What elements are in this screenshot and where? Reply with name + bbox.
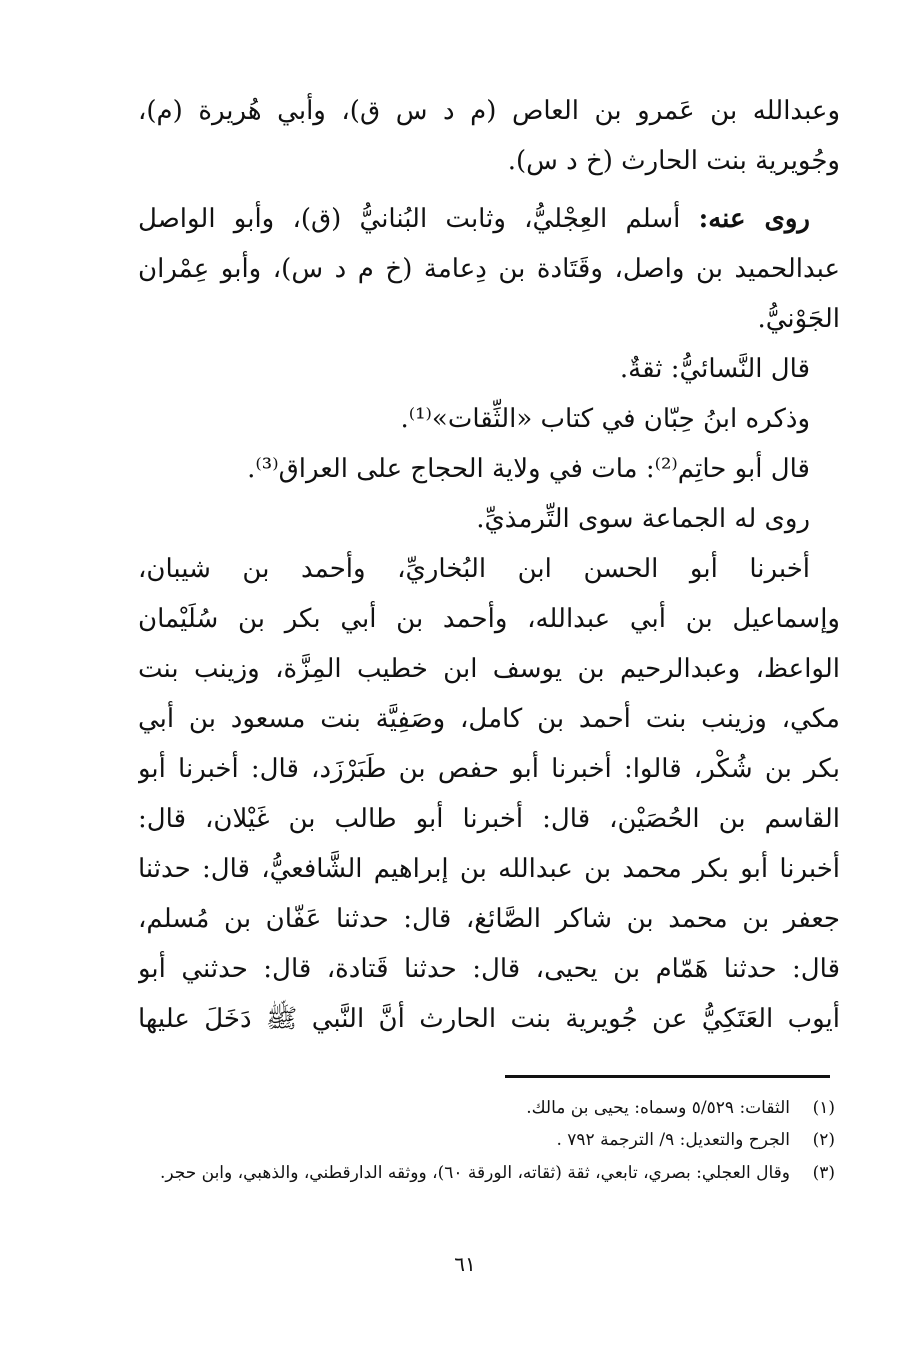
text-line: أخبرنا أبو بكر محمد بن عبدالله بن إبراهيم الشَّافعيُّ، قال: حدثنا <box>138 854 840 884</box>
text-line: روى له الجماعة سوى التِّرمذيِّ. <box>476 504 810 534</box>
section-lead: روى عنه: <box>698 204 810 234</box>
text-line: وإسماعيل بن أبي عبدالله، وأحمد بن أبي بكر بن سُلَيْمان <box>138 604 840 634</box>
text-line: القاسم بن الحُصَيْن، قال: أخبرنا أبو طالب بن غَيْلان، قال: <box>138 804 840 834</box>
footnotes <box>135 1092 835 1189</box>
page-number: ٦١ <box>454 1252 476 1276</box>
footnote-number: (٣) <box>812 1162 835 1183</box>
text-line: وجُويرية بنت الحارث (خ د س). <box>507 146 840 176</box>
text-line: أيوب العَتَكِيُّ عن جُويرية بنت الحارث أنَّ النَّبي ﷺ دَخَلَ عليها <box>138 1004 840 1034</box>
text-line: قال: حدثنا هَمّام بن يحيى، قال: حدثنا قَتادة، قال: حدثني أبو <box>138 954 840 984</box>
footnote-item <box>135 1157 835 1189</box>
text-line: أخبرنا أبو الحسن ابن البُخاريِّ، وأحمد بن شيبان، <box>138 554 810 584</box>
text-line: بكر بن شُكْر، قالوا: أخبرنا أبو حفص بن طَبَرْزَد، قال: أخبرنا أبو <box>138 754 840 784</box>
text-line: جعفر بن محمد بن شاكر الصَّائغ، قال: حدثنا عَفّان بن مُسلم، <box>138 904 840 934</box>
text-line: روى عنه: أسلم العِجْليُّ، وثابت البُنانيُّ (ق)، وأبو الواصل <box>138 204 810 234</box>
footnote-text: الثقات: ٥/٥٢٩ وسماه: يحيى بن مالك. <box>526 1098 790 1118</box>
footnote-item <box>135 1092 835 1124</box>
text-line: الواعظ، وعبدالرحيم بن يوسف ابن خطيب المِزَّة، وزينب بنت <box>138 654 840 684</box>
text-line: وعبدالله بن عَمرو بن العاص (م د س ق)، وأبي هُريرة (م)، <box>138 96 840 126</box>
text-line: قال النَّسائيُّ: ثقةٌ. <box>619 354 810 384</box>
footnote-text: وقال العجلي: بصري، تابعي، ثقة (ثقاته، الورقة ٦٠)، ووثقه الدارقطني، والذهبي، وابن حجر. <box>159 1162 790 1183</box>
text-line: وذكره ابنُ حِبّان في كتاب «الثِّقات»⁽¹⁾. <box>400 404 810 434</box>
footnote-item <box>135 1124 835 1156</box>
text-line: الجَوْنيُّ. <box>757 304 840 334</box>
text-line: قال أبو حاتِم⁽²⁾: مات في ولاية الحجاج على العراق⁽³⁾. <box>247 454 810 484</box>
main-text <box>138 86 840 1044</box>
footnote-number: (٢) <box>812 1130 835 1151</box>
text-line: مكي، وزينب بنت أحمد بن كامل، وصَفِيَّة بنت مسعود بن أبي <box>138 704 840 734</box>
footnote-text: الجرح والتعديل: ٩/ الترجمة ٧٩٢ . <box>556 1130 790 1151</box>
footnote-divider <box>505 1075 830 1078</box>
footnote-number: (١) <box>812 1098 835 1118</box>
text-line: عبدالحميد بن واصل، وقَتَادة بن دِعامة (خ م د س)، وأبو عِمْران <box>138 254 840 284</box>
